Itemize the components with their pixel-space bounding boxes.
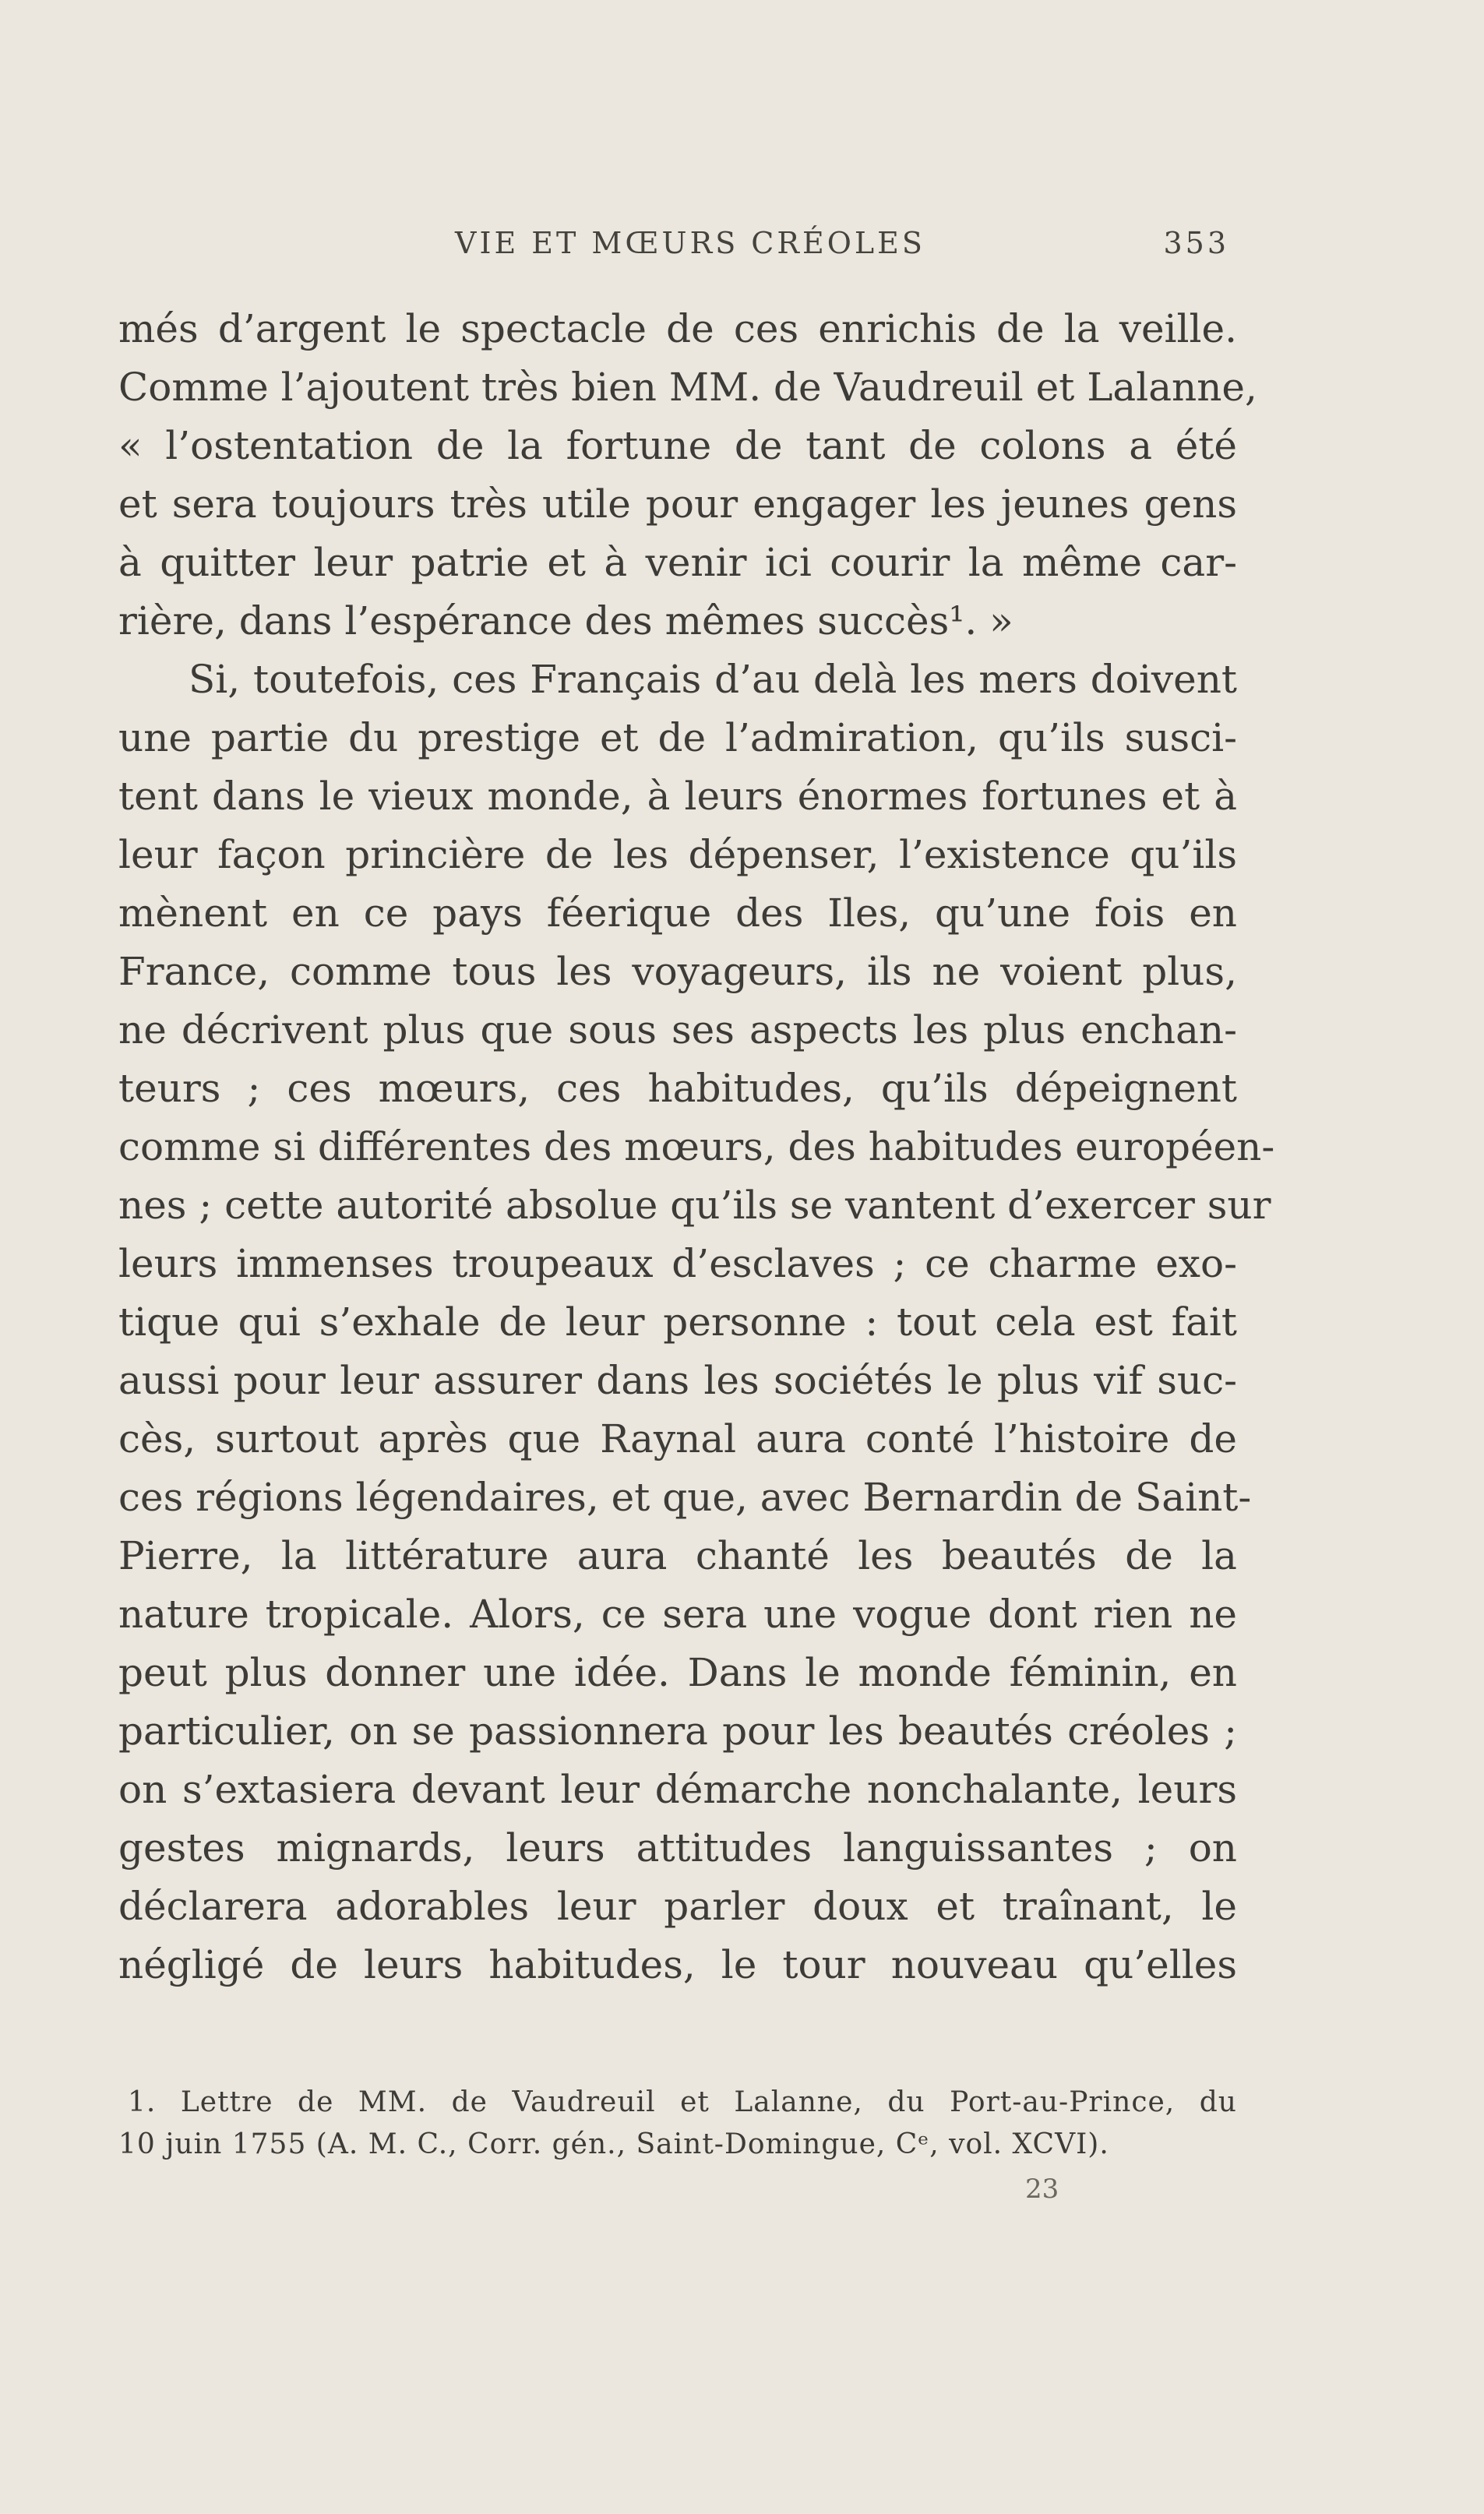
text-line: France, comme tous les voyageurs, ils ne voient plus, [118,949,1237,994]
footnote-line: 10 juin 1755 (A. M. C., Corr. gén., Saint-Domingue, Cᵉ, vol. XCVI). [118,2128,1109,2160]
footnote [118,2082,1237,2166]
text-line: « l’ostentation de la fortune de tant de colons a été [118,423,1237,468]
text-line: ne décrivent plus que sous ses aspects les plus enchan- [118,1007,1237,1052]
text-line: peut plus donner une idée. Dans le monde féminin, en [118,1650,1237,1695]
text-line: comme si différentes des mœurs, des habitudes européen- [118,1124,1275,1169]
footnote-line: 1. Lettre de MM. de Vaudreuil et Lalanne, du Port-au-Prince, du [128,2086,1237,2118]
text-line: tique qui s’exhale de leur personne : tout cela est fait [118,1299,1237,1345]
text-line: nature tropicale. Alors, ce sera une vogue dont rien ne [118,1592,1237,1637]
text-line: leur façon princière de les dépenser, l’existence qu’ils [118,832,1237,877]
text-line: aussi pour leur assurer dans les sociétés le plus vif suc- [118,1358,1237,1403]
text-line: tent dans le vieux monde, à leurs énormes fortunes et à [118,774,1237,819]
body-text [118,300,1275,1994]
text-line: Si, toutefois, ces Français d’au delà les mers doivent [189,657,1237,702]
text-line: on s’extasiera devant leur démarche nonchalante, leurs [118,1767,1237,1812]
text-line: Pierre, la littérature aura chanté les beautés de la [118,1533,1237,1578]
text-line: une partie du prestige et de l’admiration, qu’ils susci- [118,715,1237,760]
running-head [118,226,1237,273]
text-line: més d’argent le spectacle de ces enrichis de la veille. [118,306,1237,351]
text-line: gestes mignards, leurs attitudes languissantes ; on [118,1825,1237,1871]
text-line: rière, dans l’espérance des mêmes succès¹. » [118,598,1013,643]
signature-mark: 23 [1025,2174,1059,2205]
text-line: à quitter leur patrie et à venir ici courir la même car- [118,540,1237,585]
page-number: 353 [1163,226,1229,260]
text-line: leurs immenses troupeaux d’esclaves ; ce charme exo- [118,1241,1237,1286]
text-line: et sera toujours très utile pour engager les jeunes gens [118,481,1237,527]
text-line: Comme l’ajoutent très bien MM. de Vaudreuil et Lalanne, [118,365,1257,410]
text-line: ces régions légendaires, et que, avec Bernardin de Saint- [118,1475,1252,1520]
text-line: nes ; cette autorité absolue qu’ils se vantent d’exercer sur [118,1183,1271,1228]
text-line: déclarera adorables leur parler doux et traînant, le [118,1884,1237,1929]
text-line: teurs ; ces mœurs, ces habitudes, qu’ils dépeignent [118,1066,1237,1111]
text-line: mènent en ce pays féerique des Iles, qu’une fois en [118,890,1237,936]
text-line: particulier, on se passionnera pour les beautés créoles ; [118,1708,1237,1754]
text-line: négligé de leurs habitudes, le tour nouveau qu’elles [118,1942,1237,1987]
text-line: cès, surtout après que Raynal aura conté l’histoire de [118,1416,1237,1462]
running-title: VIE ET MŒURS CRÉOLES [455,226,925,260]
